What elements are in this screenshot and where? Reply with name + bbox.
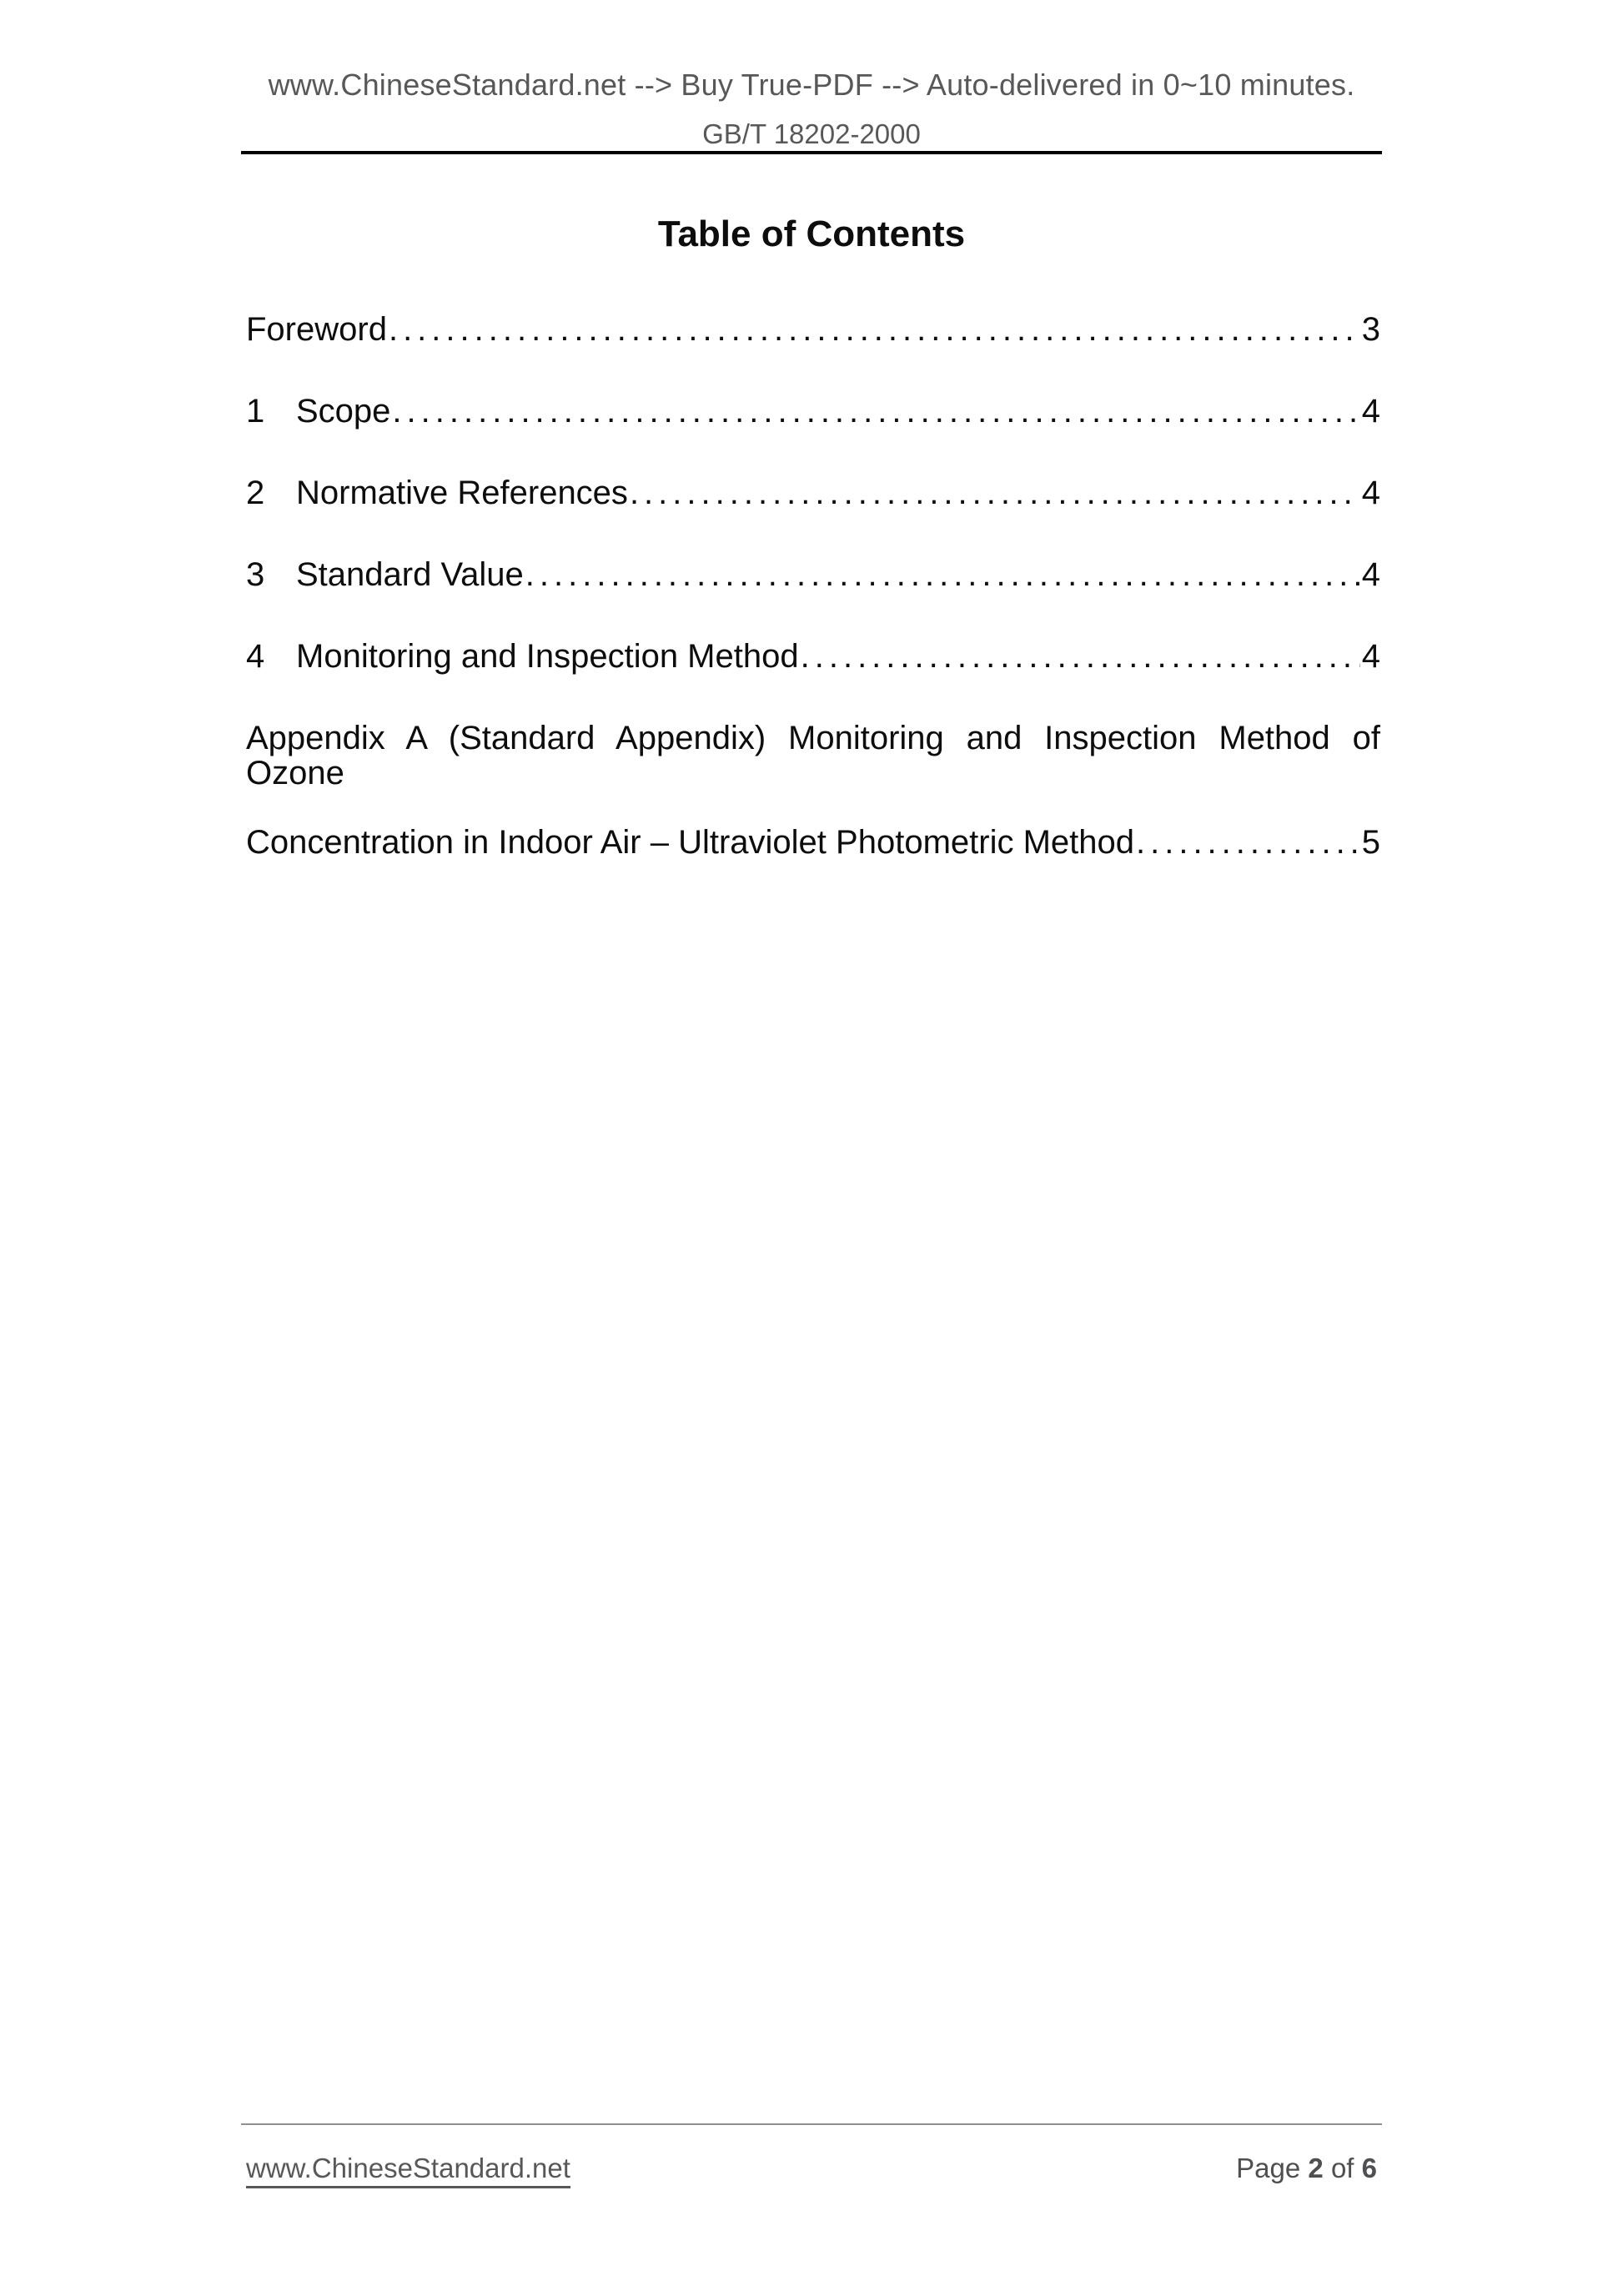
table-of-contents bbox=[246, 312, 1380, 860]
dot-leader bbox=[392, 394, 1359, 429]
page-title: Table of Contents bbox=[657, 214, 966, 254]
footer-page-separator: of bbox=[1330, 2153, 1354, 2183]
header-banner: www.ChineseStandard.net --> Buy True-PDF --> Auto-delivered in 0~10 minutes. bbox=[268, 68, 1355, 102]
toc-entry-monitoring-method bbox=[246, 639, 1380, 674]
toc-entry-page-number: 4 bbox=[1361, 393, 1380, 430]
toc-entry-label: Standard Value bbox=[296, 556, 524, 593]
toc-entry-page-number: 4 bbox=[1361, 475, 1380, 511]
dot-leader bbox=[630, 475, 1360, 510]
header-rule bbox=[241, 151, 1382, 154]
toc-entry-scope bbox=[246, 394, 1380, 429]
toc-entry-page-number: 5 bbox=[1361, 824, 1380, 861]
toc-entry-normative-references bbox=[246, 475, 1380, 510]
footer-site-link[interactable]: www.ChineseStandard.net bbox=[246, 2152, 570, 2188]
toc-entry-page-number: 4 bbox=[1361, 556, 1380, 593]
toc-entry-label: Normative References bbox=[296, 475, 628, 511]
toc-entry-number: 1 bbox=[246, 393, 265, 430]
toc-entry-number: 3 bbox=[246, 556, 265, 593]
dot-leader bbox=[801, 639, 1360, 674]
standard-code: GB/T 18202-2000 bbox=[702, 118, 921, 149]
footer-page-label: Page bbox=[1236, 2153, 1301, 2183]
toc-entry-page-number: 3 bbox=[1361, 311, 1380, 348]
toc-entry-label: Concentration in Indoor Air – Ultraviolet Photometric Method bbox=[246, 824, 1134, 861]
toc-entry-standard-value bbox=[246, 557, 1380, 592]
footer-divider bbox=[241, 2123, 1382, 2125]
toc-entry-label: Foreword bbox=[246, 311, 387, 348]
toc-entry-appendix-line-1: Appendix A (Standard Appendix) Monitoring and Inspection Method of Ozone bbox=[246, 720, 1380, 791]
toc-entry-number: 4 bbox=[246, 638, 265, 675]
footer-page-indicator bbox=[1236, 2152, 1377, 2185]
toc-entry-page-number: 4 bbox=[1361, 638, 1380, 675]
toc-entry-label: Monitoring and Inspection Method bbox=[296, 638, 799, 675]
dot-leader bbox=[389, 312, 1360, 347]
dot-leader bbox=[525, 557, 1360, 592]
footer-page-total: 6 bbox=[1361, 2153, 1377, 2183]
toc-entry-appendix-line-2 bbox=[246, 825, 1380, 860]
toc-entry-foreword bbox=[246, 312, 1380, 347]
dot-leader bbox=[1136, 825, 1360, 860]
toc-entry-label: Scope bbox=[296, 393, 391, 430]
toc-entry-number: 2 bbox=[246, 475, 265, 511]
footer-page-current: 2 bbox=[1308, 2153, 1324, 2183]
footer bbox=[246, 2152, 1377, 2188]
